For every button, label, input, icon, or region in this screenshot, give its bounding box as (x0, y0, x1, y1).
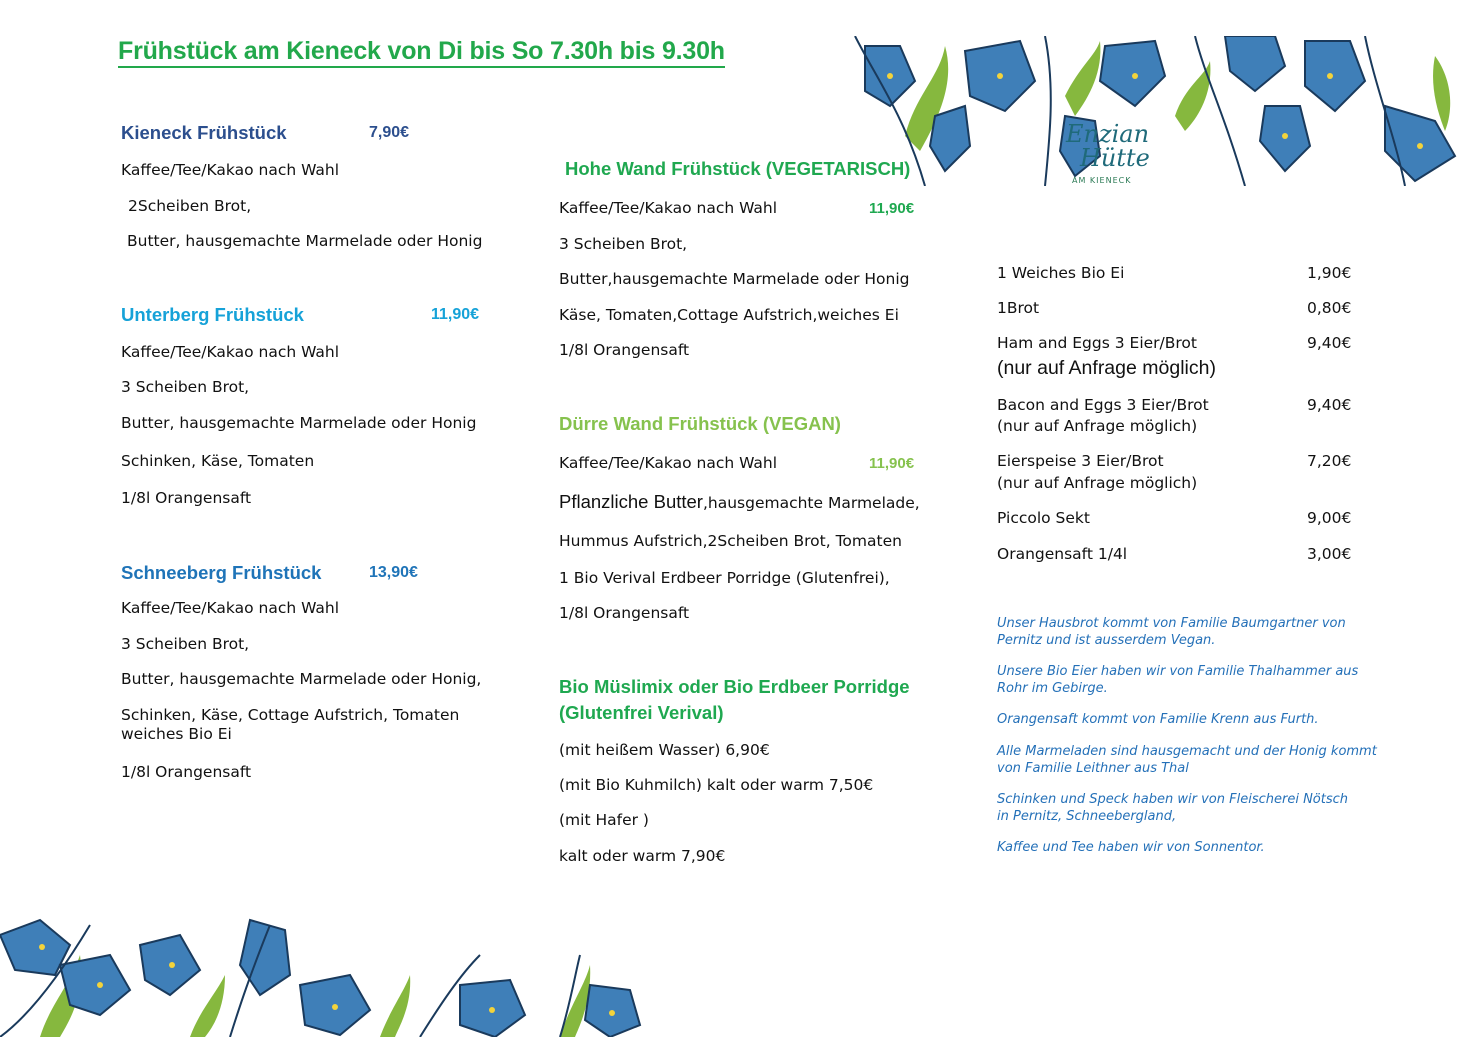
menu-item: 3 Scheiben Brot, (121, 378, 250, 396)
menu-item: Kaffee/Tee/Kakao nach Wahl (121, 343, 340, 361)
menu-item: (mit Bio Kuhmilch) kalt oder warm 7,50€ (559, 776, 874, 794)
kieneck-price: 7,90€ (369, 124, 410, 141)
muesli-heading-line-1: Bio Müslimix oder Bio Erdbeer Porridge (559, 676, 910, 697)
menu-item: Hummus Aufstrich,2Scheiben Brot, Tomaten (559, 532, 902, 550)
menu-item: Schinken, Käse, Tomaten (121, 452, 315, 470)
note-text: Kaffee und Tee haben wir von Sonnentor. (997, 840, 1265, 855)
note-text: Alle Marmeladen sind hausgemacht und der Honig kommt von Familie Leithner aus Thal (997, 744, 1377, 776)
extra-item-name: Orangensaft 1/4l (997, 545, 1128, 563)
menu-item: Butter, hausgemachte Marmelade oder Honig, (121, 670, 482, 688)
schneeberg-price: 13,90€ (369, 564, 418, 581)
menu-item: Kaffee/Tee/Kakao nach Wahl (121, 161, 340, 179)
menu-item: (mit heißem Wasser) 6,90€ (559, 741, 770, 759)
extra-item-note: (nur auf Anfrage möglich) (997, 417, 1198, 435)
menu-item: Butter, hausgemachte Marmelade oder Honig (121, 414, 477, 432)
menu-item: 1/8l Orangensaft (121, 763, 252, 781)
extra-item-price: 0,80€ (1307, 299, 1352, 317)
menu-item: 1/8l Orangensaft (559, 341, 690, 359)
page-title: Frühstück am Kieneck von Di bis So 7.30h bis 9.30h (118, 36, 725, 68)
extra-item-price: 9,40€ (1307, 396, 1352, 414)
unterberg-price: 11,90€ (431, 306, 480, 323)
extra-item-name: Eierspeise 3 Eier/Brot (997, 452, 1164, 470)
menu-item-rest: ,hausgemachte Marmelade, (702, 494, 920, 512)
menu-item: 1/8l Orangensaft (121, 489, 252, 507)
hohewand-heading: Hohe Wand Frühstück (VEGETARISCH) (565, 158, 911, 179)
hohewand-price: 11,90€ (869, 200, 915, 217)
menu-item (559, 490, 920, 513)
note-text: Unser Hausbrot kommt von Familie Baumgartner von Pernitz und ist ausserdem Vegan. (997, 616, 1346, 648)
extra-item-note: (nur auf Anfrage möglich) (997, 474, 1198, 492)
menu-item: Kaffee/Tee/Kakao nach Wahl (559, 199, 778, 217)
note-text: Unsere Bio Eier haben wir von Familie Thalhammer aus Rohr im Gebirge. (997, 664, 1359, 696)
menu-item: Butter,hausgemachte Marmelade oder Honig (559, 270, 910, 288)
extra-item-name: Piccolo Sekt (997, 509, 1090, 527)
menu-item: 3 Scheiben Brot, (559, 235, 688, 253)
duerrewand-price: 11,90€ (869, 455, 915, 472)
extra-item-price: 3,00€ (1307, 545, 1352, 563)
logo-line-1: Enzian (1066, 120, 1150, 148)
menu-item: Kaffee/Tee/Kakao nach Wahl (121, 599, 340, 617)
muesli-heading-line-2: (Glutenfrei Verival) (559, 702, 724, 723)
schneeberg-heading: Schneeberg Frühstück (121, 562, 322, 583)
extra-item-price: 1,90€ (1307, 264, 1352, 282)
extra-item-name: 1 Weiches Bio Ei (997, 264, 1125, 282)
extra-item-name: Bacon and Eggs 3 Eier/Brot (997, 396, 1209, 414)
extra-item-price: 9,00€ (1307, 509, 1352, 527)
menu-item: Kaffee/Tee/Kakao nach Wahl (559, 454, 778, 472)
menu-item: kalt oder warm 7,90€ (559, 847, 726, 865)
kieneck-heading: Kieneck Frühstück (121, 122, 287, 143)
menu-item: 1 Bio Verival Erdbeer Porridge (Glutenfrei), (559, 569, 890, 587)
menu-item: (mit Hafer ) (559, 811, 649, 829)
unterberg-heading: Unterberg Frühstück (121, 304, 304, 325)
logo-line-3: AM KIENECK (1072, 176, 1132, 185)
extra-item-price: 9,40€ (1307, 334, 1352, 352)
duerrewand-heading: Dürre Wand Frühstück (VEGAN) (559, 413, 841, 434)
gentian-flowers-bottom-decoration (0, 915, 660, 1037)
extra-item-note: (nur auf Anfrage möglich) (997, 357, 1216, 379)
extra-item-name: Ham and Eggs 3 Eier/Brot (997, 334, 1197, 352)
enzian-huette-logo (1060, 112, 1160, 190)
menu-item: Schinken, Käse, Cottage Aufstrich, Tomaten weiches Bio Ei (121, 706, 460, 744)
menu-item: 1/8l Orangensaft (559, 604, 690, 622)
extra-item-price: 7,20€ (1307, 452, 1352, 470)
logo-line-2: Hütte (1080, 144, 1150, 172)
menu-item: Käse, Tomaten,Cottage Aufstrich,weiches Ei (559, 306, 899, 324)
menu-item: 2Scheiben Brot, (128, 197, 252, 215)
extra-item-name: 1Brot (997, 299, 1040, 317)
note-text: Orangensaft kommt von Familie Krenn aus Furth. (997, 712, 1319, 727)
note-text: Schinken und Speck haben wir von Fleischerei Nötsch in Pernitz, Schneebergland, (997, 792, 1349, 824)
menu-item: 3 Scheiben Brot, (121, 635, 250, 653)
menu-item: Butter, hausgemachte Marmelade oder Honig (127, 232, 483, 250)
menu-item-emphasis: Pflanzliche Butter (559, 491, 703, 512)
